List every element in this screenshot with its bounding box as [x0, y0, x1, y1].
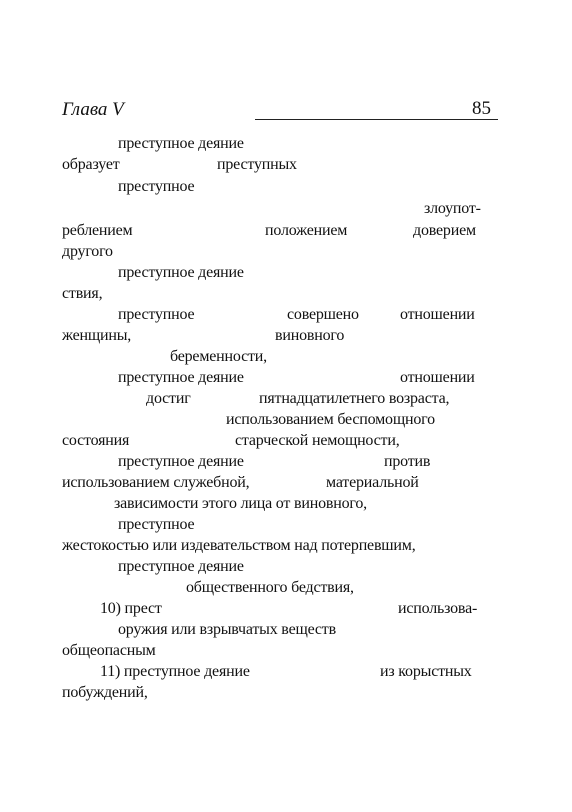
text-line: преступное — [118, 306, 195, 323]
text-line: использованием служебной, — [62, 474, 250, 491]
text-line: ствия, — [62, 285, 103, 302]
text-line: жестокостью или издевательством над потерпевшим, — [62, 537, 416, 554]
text-line: злоупот- — [424, 200, 481, 217]
text-line: из корыстных — [380, 663, 472, 680]
text-line: преступное деяние — [118, 453, 244, 470]
text-line: оружия или взрывчатых веществ — [118, 621, 336, 638]
text-line: другого — [62, 243, 113, 260]
text-line: положением — [265, 222, 348, 239]
text-line: старческой немощности, — [235, 432, 400, 449]
text-line: преступных — [217, 156, 297, 173]
text-line: образует — [62, 156, 120, 173]
text-line: беременности, — [170, 348, 267, 365]
text-line: реблением — [62, 222, 133, 239]
page-number: 85 — [472, 98, 491, 119]
header-rule — [255, 119, 498, 120]
text-line: преступное — [118, 178, 195, 195]
text-line: женщины, — [62, 327, 132, 344]
text-line: зависимости этого лица от виновного, — [114, 495, 367, 512]
text-line: материальной — [326, 474, 419, 491]
text-line: доверием — [413, 222, 476, 239]
text-line: виновного — [275, 327, 345, 344]
text-line: отношении — [400, 306, 475, 323]
text-line: общественного бедствия, — [186, 579, 354, 596]
text-line: преступное деяние — [118, 558, 244, 575]
text-line: общеопасным — [62, 642, 156, 659]
text-line: 11) преступное деяние — [100, 663, 250, 680]
text-line: преступное — [118, 516, 195, 533]
text-line: преступное деяние — [118, 135, 244, 152]
text-line: отношении — [400, 369, 475, 386]
text-line: преступное деяние — [118, 264, 244, 281]
text-line: использованием беспомощного — [226, 411, 435, 428]
text-line: пятнадцатилетнего возраста, — [259, 390, 450, 407]
text-line: против — [384, 453, 431, 470]
text-line: 10) прест — [100, 600, 162, 617]
text-line: преступное деяние — [118, 369, 244, 386]
text-line: состояния — [62, 432, 130, 449]
text-line: побуждений, — [62, 684, 148, 701]
text-line: использова- — [398, 600, 478, 617]
chapter-heading: Глава V — [62, 99, 124, 120]
text-line: достиг — [146, 390, 191, 407]
text-line: совершено — [287, 306, 359, 323]
